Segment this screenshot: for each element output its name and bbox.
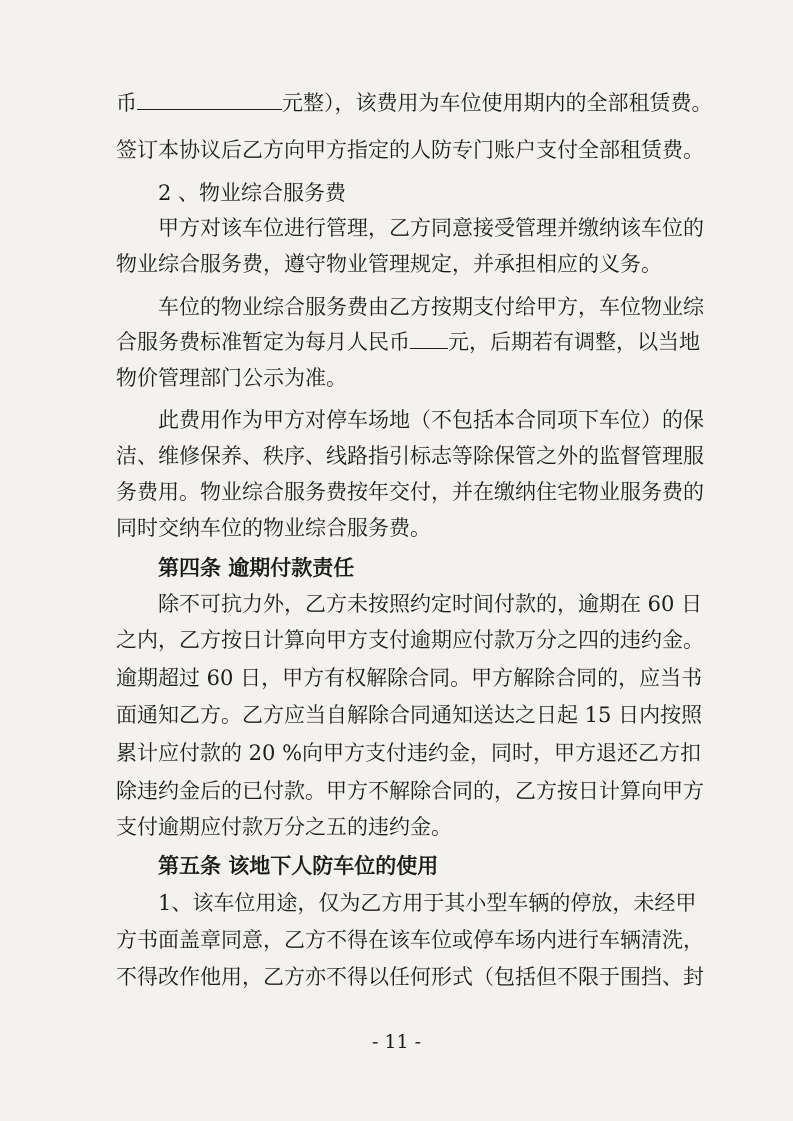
paragraph-line: 甲方对该车位进行管理，乙方同意接受管理并缴纳该车位的 [158,216,704,240]
line-text: 币 [116,91,137,115]
paragraph-line: 之内，乙方按日计算向甲方支付逾期应付款万分之四的违约金。 [116,628,704,652]
paragraph-line [116,88,713,118]
paragraph-line: 面通知乙方。乙方应当自解除合同通知送达之日起 15 日内按照 [116,703,703,727]
article-heading: 第四条 逾期付款责任 [158,555,355,580]
paragraph-line: 物业综合服务费，遵守物业管理规定，并承担相应的义务。 [116,252,662,276]
page-number: - 11 - [371,1031,422,1053]
fill-blank [137,89,282,110]
paragraph-line: 同时交纳车位的物业综合服务费。 [116,516,431,540]
paragraph-line: 签订本协议后乙方向甲方指定的人防专门账户支付全部租赁费。 [116,138,704,162]
paragraph-line: 务费用。物业综合服务费按年交付，并在缴纳住宅物业服务费的 [116,480,704,504]
paragraph-line: 除不可抗力外，乙方未按照约定时间付款的，逾期在 60 日 [158,592,703,616]
paragraph-line: 方书面盖章同意，乙方不得在该车位或停车场内进行车辆清洗， [116,928,704,952]
paragraph-line: 支付逾期应付款万分之五的违约金。 [116,815,452,839]
line-text: 元整），该费用为车位使用期内的全部租赁费。 [282,91,713,115]
paragraph-line: 洁、维修保养、秩序、线路指引标志等除保管之外的监督管理服 [116,444,704,468]
article-heading: 第五条 该地下人防车位的使用 [158,853,439,878]
paragraph-line: 车位的物业综合服务费由乙方按期支付给甲方，车位物业综 [158,295,704,319]
fill-blank [410,328,448,349]
paragraph-line: 1、该车位用途，仅为乙方用于其小型车辆的停放，未经甲 [158,891,697,915]
paragraph-line: 不得改作他用，乙方亦不得以任何形式（包括但不限于围挡、封 [116,965,704,989]
paragraph-line [116,327,700,357]
paragraph-line: 除违约金后的已付款。甲方不解除合同的，乙方按日计算向甲方 [116,779,704,803]
line-text: 合服务费标准暂定为每月人民币 [116,330,410,354]
line-text: 元，后期若有调整，以当地 [448,330,700,354]
paragraph-line: 此费用作为甲方对停车场地（不包括本合同项下车位）的保 [158,408,704,432]
section-heading: 2 、物业综合服务费 [158,181,347,205]
paragraph-line: 物价管理部门公示为准。 [116,366,347,390]
paragraph-line: 累计应付款的 20 %向甲方支付违约金，同时，甲方退还乙方扣 [116,741,702,765]
paragraph-line: 逾期超过 60 日，甲方有权解除合同。甲方解除合同的，应当书 [116,666,703,690]
